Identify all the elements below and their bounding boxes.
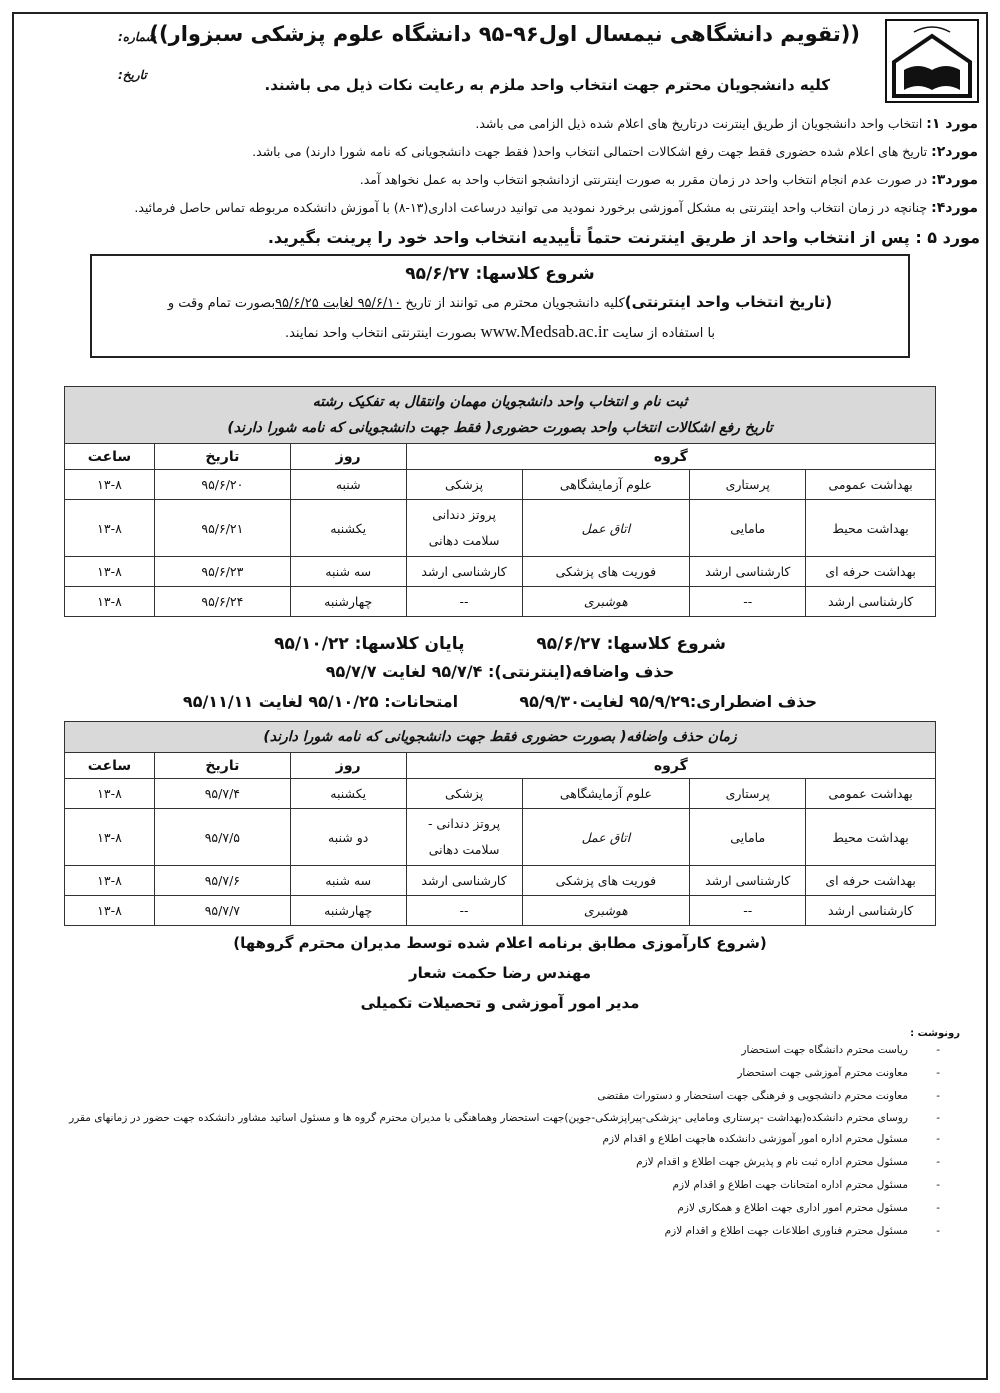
date-cell: ۹۵/۶/۲۰ xyxy=(154,470,290,500)
header-day: روز xyxy=(290,753,406,779)
group-cell: فوریت های پزشکی xyxy=(522,866,690,896)
rules-list xyxy=(20,110,980,252)
header-time: ساعت xyxy=(65,753,155,779)
signature-block xyxy=(20,928,980,1018)
table-row xyxy=(65,809,936,866)
rule-text: تاریخ های اعلام شده حضوری فقط جهت رفع اشکالات احتمالی انتخاب واحد( فقط جهت دانشجویانی که نامه شورا دارند) می باشد. xyxy=(252,144,932,159)
table-row xyxy=(65,896,936,926)
document xyxy=(20,16,980,1243)
header-date: تاریخ xyxy=(154,444,290,470)
table-row xyxy=(65,500,936,557)
table-row xyxy=(65,587,936,617)
rule-label: مورد۴: xyxy=(931,200,978,216)
day-cell: یکشنبه xyxy=(290,500,406,557)
day-cell: یکشنبه xyxy=(290,779,406,809)
group-cell: کارشناسی ارشد xyxy=(806,896,936,926)
group-cell xyxy=(406,500,522,557)
header-group: گروه xyxy=(406,444,935,470)
internship-note: (شروع کارآموزی مطابق برنامه اعلام شده توسط مدیران محترم گروهها) xyxy=(233,934,767,952)
group-cell: پرستاری xyxy=(690,470,806,500)
rule-item-5: مورد ۵ : پس از انتخاب واحد از طریق اینترنت حتماً تأییدیه انتخاب واحد خود را پرینت بگیرید. xyxy=(267,228,980,247)
online-registration-box xyxy=(90,254,910,358)
table-caption-line: ثبت نام و انتخاب واحد دانشجویان مهمان وانتقال به تفکیک رشته xyxy=(312,394,688,410)
rule-text: انتخاب واحد دانشجویان از طریق اینترنت درتاریخ های اعلام شده ذیل الزامی می باشد. xyxy=(475,116,927,131)
rule-item xyxy=(20,110,980,138)
signer-name: مهندس رضا حکمت شعار xyxy=(408,964,592,982)
group-cell: مامایی xyxy=(690,809,806,866)
time-cell: ۱۳-۸ xyxy=(65,866,155,896)
classes-start-summary: شروع کلاسها: ۹۵/۶/۲۷ xyxy=(536,634,726,654)
date-cell: ۹۵/۷/۶ xyxy=(154,866,290,896)
online-text: کلیه دانشجویان محترم می توانند از تاریخ xyxy=(401,296,625,311)
add-drop-table xyxy=(64,721,936,926)
cc-list xyxy=(20,1039,940,1243)
rule-label: مورد۳: xyxy=(931,172,978,188)
cc-item: - ریاست محترم دانشگاه جهت استحضار xyxy=(20,1039,940,1062)
site-prefix: با استفاده از سایت xyxy=(608,326,716,341)
group-cell: بهداشت عمومی xyxy=(806,779,936,809)
group-cell: هوشبری xyxy=(522,896,690,926)
group-cell: کارشناسی ارشد xyxy=(806,587,936,617)
date-cell: ۹۵/۶/۲۴ xyxy=(154,587,290,617)
time-cell: ۱۳-۸ xyxy=(65,896,155,926)
date-cell: ۹۵/۶/۲۱ xyxy=(154,500,290,557)
signer-position: مدیر امور آموزشی و تحصیلات تکمیلی xyxy=(360,994,640,1012)
group-cell-line: سلامت دهانی xyxy=(428,842,500,857)
group-cell: -- xyxy=(690,587,806,617)
page-title: ((تقویم دانشگاهی نیمسال اول۹۶-۹۵ دانشگاه علوم پزشکی سبزوار)) xyxy=(149,22,860,46)
table-caption xyxy=(65,387,936,444)
cc-title: رونوشت : xyxy=(910,1028,960,1039)
day-cell: چهارشنبه xyxy=(290,587,406,617)
group-cell-line: پروتز دندانی xyxy=(432,507,496,522)
classes-end-summary: پایان کلاسها: ۹۵/۱۰/۲۲ xyxy=(274,634,465,654)
site-suffix: بصورت اینترنتی انتخاب واحد نمایند. xyxy=(284,326,481,341)
table-row xyxy=(65,470,936,500)
rule-label: مورد ۱: xyxy=(926,116,978,132)
university-logo-icon xyxy=(884,18,980,104)
rule-item xyxy=(20,194,980,222)
online-line-1 xyxy=(102,288,898,318)
group-cell: هوشبری xyxy=(522,587,690,617)
online-text-end: بصورت تمام وقت و xyxy=(167,296,276,311)
date-label: تاریخ: xyxy=(118,68,147,82)
time-cell: ۱۳-۸ xyxy=(65,470,155,500)
classes-start-label: شروع کلاسها: xyxy=(475,264,595,284)
time-cell: ۱۳-۸ xyxy=(65,500,155,557)
group-cell: پزشکی xyxy=(406,779,522,809)
table-row xyxy=(65,557,936,587)
emergency-drop: حذف اضطراری:۹۵/۹/۲۹ لغایت۹۵/۹/۳۰ xyxy=(519,692,818,711)
day-cell: چهارشنبه xyxy=(290,896,406,926)
group-cell: کارشناسی ارشد xyxy=(690,557,806,587)
group-cell: علوم آزمایشگاهی xyxy=(522,779,690,809)
header-group: گروه xyxy=(406,753,935,779)
cc-item: - مسئول محترم اداره امور آموزشی دانشکده هاجهت اطلاع و اقدام لازم xyxy=(20,1128,940,1151)
group-cell-line: سلامت دهانی xyxy=(428,533,500,548)
cc-item: - روسای محترم دانشکده(بهداشت -پرستاری ومامایی -پزشکی-پیراپزشکی-جوین)جهت استحضار وهماهنگی با مدیران محترم گروه ها و مسئول اساتید مشاور دانشکده جهت حضور در زمانهای مقرر xyxy=(20,1108,940,1128)
cc-item: - مسئول محترم فناوری اطلاعات جهت اطلاع و اقدام لازم xyxy=(20,1220,940,1243)
emergency-exam-dates xyxy=(20,687,980,717)
online-label: (تاریخ انتخاب واحد اینترنتی) xyxy=(624,293,833,311)
date-cell: ۹۵/۷/۵ xyxy=(154,809,290,866)
header-date: تاریخ xyxy=(154,753,290,779)
group-cell: -- xyxy=(406,896,522,926)
group-cell: کارشناسی ارشد xyxy=(406,866,522,896)
rule-label: مورد۲: xyxy=(931,144,978,160)
group-cell: کارشناسی ارشد xyxy=(406,557,522,587)
day-cell: دو شنبه xyxy=(290,809,406,866)
day-cell: سه شنبه xyxy=(290,866,406,896)
group-cell: پرستاری xyxy=(690,779,806,809)
rule-item xyxy=(20,166,980,194)
header-time: ساعت xyxy=(65,444,155,470)
group-cell: -- xyxy=(690,896,806,926)
table-caption: زمان حذف واضافه( بصورت حضوری فقط جهت دانشجویانی که نامه شورا دارند) xyxy=(65,722,936,753)
group-cell: بهداشت محیط xyxy=(806,809,936,866)
group-cell: کارشناسی ارشد xyxy=(690,866,806,896)
classes-start xyxy=(102,260,898,288)
group-cell: علوم آزمایشگاهی xyxy=(522,470,690,500)
time-cell: ۱۳-۸ xyxy=(65,809,155,866)
semester-dates xyxy=(20,631,980,657)
exams-dates: امتحانات: ۹۵/۱۰/۲۵ لغایت ۹۵/۱۱/۱۱ xyxy=(182,692,459,711)
group-cell: مامایی xyxy=(690,500,806,557)
number-label: شماره: xyxy=(118,30,156,44)
date-cell: ۹۵/۷/۷ xyxy=(154,896,290,926)
group-cell: بهداشت محیط xyxy=(806,500,936,557)
group-cell: اتاق عمل xyxy=(522,809,690,866)
time-cell: ۱۳-۸ xyxy=(65,557,155,587)
group-cell: فوریت های پزشکی xyxy=(522,557,690,587)
cc-item: - مسئول محترم امور اداری جهت اطلاع و همکاری لازم xyxy=(20,1197,940,1220)
group-cell: بهداشت حرفه ای xyxy=(806,866,936,896)
group-cell: بهداشت حرفه ای xyxy=(806,557,936,587)
rule-text: چنانچه در زمان انتخاب واحد اینترنتی به مشکل آموزشی برخورد نمودید می توانید درساعت اداری(۱۳-۸) با آموزش دانشکده مربوطه تماس حاصل فرمائید. xyxy=(134,200,932,215)
cc-item: - معاونت محترم آموزشی جهت استحضار xyxy=(20,1062,940,1085)
rule-text: در صورت عدم انجام انتخاب واحد در زمان مقرر به صورت اینترنتی ازدانشجو انتخاب واحد به عمل نخواهد آمد. xyxy=(359,172,932,187)
online-line-2 xyxy=(102,318,898,348)
date-cell: ۹۵/۶/۲۳ xyxy=(154,557,290,587)
time-cell: ۱۳-۸ xyxy=(65,587,155,617)
intro-text: کلیه دانشجویان محترم جهت انتخاب واحد ملزم به رعایت نکات ذیل می باشند. xyxy=(264,76,830,94)
letterhead xyxy=(20,16,980,106)
add-drop-dates: حذف واضافه(اینترنتی): ۹۵/۷/۴ لغایت ۹۵/۷/۷ xyxy=(325,662,675,681)
rule-item xyxy=(20,138,980,166)
date-cell: ۹۵/۷/۴ xyxy=(154,779,290,809)
group-cell: پزشکی xyxy=(406,470,522,500)
header-day: روز xyxy=(290,444,406,470)
classes-start-date: ۹۵/۶/۲۷ xyxy=(405,264,470,284)
cc-item: - معاونت محترم دانشجویی و فرهنگی جهت استحضار و دستورات مقتضی xyxy=(20,1085,940,1108)
group-cell: اتاق عمل xyxy=(522,500,690,557)
time-cell: ۱۳-۸ xyxy=(65,779,155,809)
cc-item: - مسئول محترم اداره ثبت نام و پذیرش جهت اطلاع و اقدام لازم xyxy=(20,1151,940,1174)
table-row xyxy=(65,866,936,896)
group-cell-line: پروتز دندانی - xyxy=(427,816,501,831)
group-cell: بهداشت عمومی xyxy=(806,470,936,500)
group-cell: -- xyxy=(406,587,522,617)
cc-item: - مسئول محترم اداره امتحانات جهت اطلاع و اقدام لازم xyxy=(20,1174,940,1197)
table-row xyxy=(65,779,936,809)
group-cell xyxy=(406,809,522,866)
table-caption-line: تاریخ رفع اشکالات انتخاب واحد بصورت حضوری( فقط جهت دانشجویانی که نامه شورا دارند) xyxy=(227,420,773,436)
day-cell: شنبه xyxy=(290,470,406,500)
online-date-range: ۹۵/۶/۱۰ لغایت ۹۵/۶/۲۵ xyxy=(275,296,402,311)
day-cell: سه شنبه xyxy=(290,557,406,587)
site-link[interactable]: www.Medsab.ac.ir xyxy=(480,322,609,341)
registration-table xyxy=(64,386,936,617)
